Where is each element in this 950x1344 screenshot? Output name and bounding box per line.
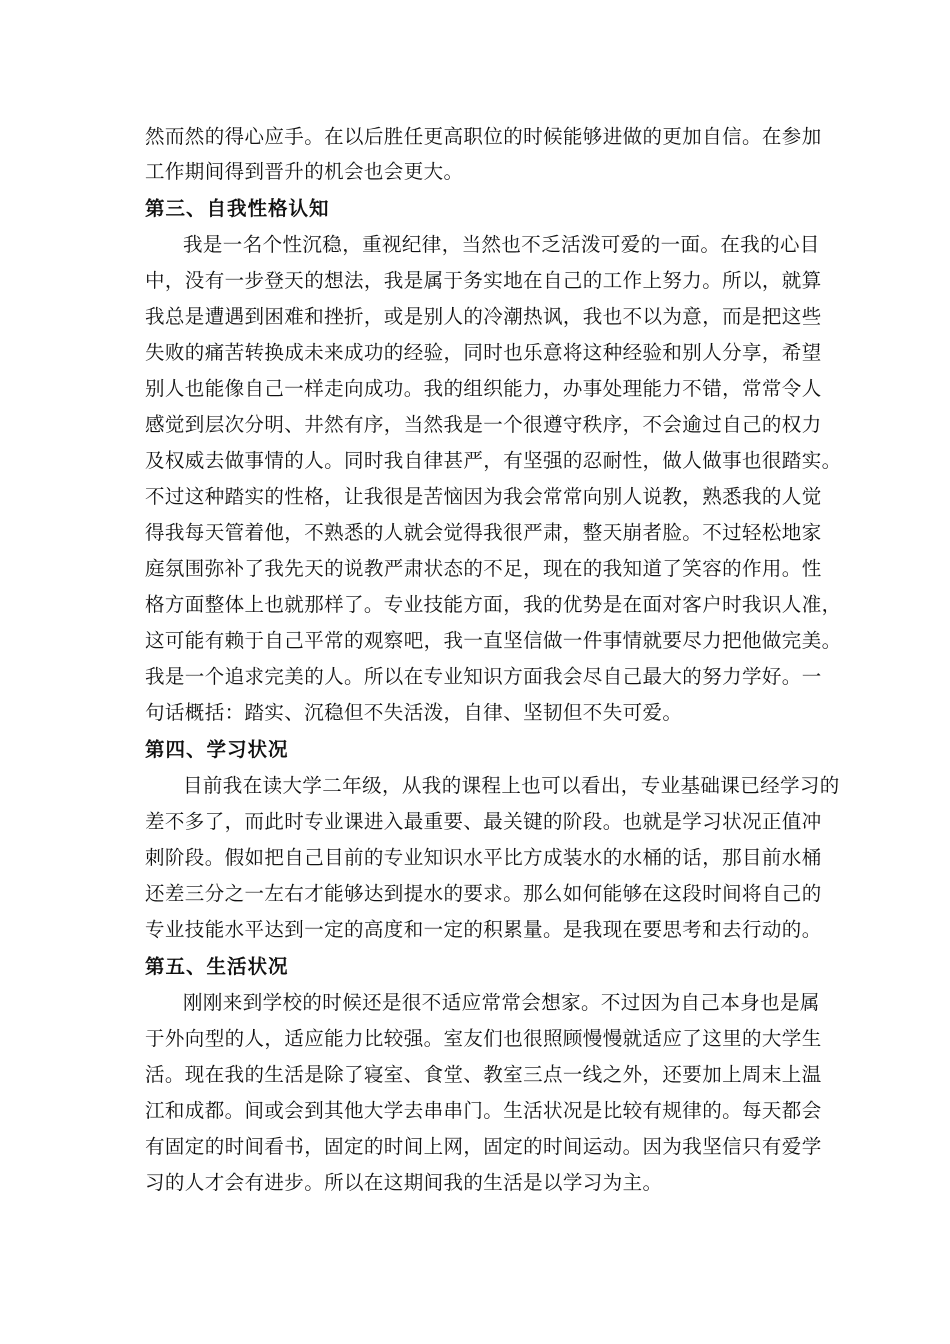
paragraph-line: 中，没有一步登天的想法，我是属于务实地在自己的工作上努力。所以，就算	[145, 269, 822, 292]
paragraph-line: 目前我在读大学二年级，从我的课程上也可以看出，专业基础课已经学习的	[183, 774, 840, 797]
section-heading-4: 第四、学习状况	[145, 738, 289, 761]
paragraph-line: 江和成都。间或会到其他大学去串串门。生活状况是比较有规律的。每天都会	[145, 1099, 822, 1122]
paragraph-line: 刚刚来到学校的时候还是很不适应常常会想家。不过因为自己本身也是属	[183, 991, 820, 1014]
paragraph-line: 我是一名个性沉稳，重视纪律，当然也不乏活泼可爱的一面。在我的心目	[183, 233, 820, 256]
section-heading-5: 第五、生活状况	[145, 955, 289, 978]
paragraph-line: 失败的痛苦转换成未来成功的经验，同时也乐意将这种经验和别人分享，希望	[145, 341, 822, 364]
paragraph-line: 不过这种踏实的性格，让我很是苦恼因为我会常常向别人说教，熟悉我的人觉	[145, 485, 822, 508]
paragraph-line: 还差三分之一左右才能够达到提水的要求。那么如何能够在这段时间将自己的	[145, 882, 822, 905]
paragraph-line: 及权威去做事情的人。同时我自律甚严，有坚强的忍耐性，做人做事也很踏实。	[145, 449, 842, 472]
paragraph-line: 别人也能像自己一样走向成功。我的组织能力，办事处理能力不错，常常令人	[145, 377, 822, 400]
paragraph-line: 感觉到层次分明、井然有序，当然我是一个很遵守秩序，不会逾过自己的权力	[145, 413, 822, 436]
paragraph-line: 刺阶段。假如把自己目前的专业知识水平比方成装水的水桶的话，那目前水桶	[145, 846, 822, 869]
paragraph-line: 庭氛围弥补了我先天的说教严肃状态的不足，现在的我知道了笑容的作用。性	[145, 557, 822, 580]
paragraph-line: 工作期间得到晋升的机会也会更大。	[145, 160, 464, 183]
paragraph-line: 专业技能水平达到一定的高度和一定的积累量。是我现在要思考和去行动的。	[145, 918, 822, 941]
paragraph-line: 有固定的时间看书，固定的时间上网，固定的时间运动。因为我坚信只有爱学	[145, 1135, 822, 1158]
paragraph-line: 于外向型的人，适应能力比较强。室友们也很照顾慢慢就适应了这里的大学生	[145, 1027, 822, 1050]
paragraph-line: 我总是遭遇到困难和挫折，或是别人的冷潮热讽，我也不以为意，而是把这些	[145, 305, 822, 328]
paragraph-line: 然而然的得心应手。在以后胜任更高职位的时候能够进做的更加自信。在参加	[145, 125, 822, 148]
paragraph-line: 习的人才会有进步。所以在这期间我的生活是以学习为主。	[145, 1171, 663, 1194]
paragraph-line: 活。现在我的生活是除了寝室、食堂、教室三点一线之外，还要加上周末上温	[145, 1063, 822, 1086]
section-heading-3: 第三、自我性格认知	[145, 197, 330, 220]
paragraph-line: 得我每天管着他，不熟悉的人就会觉得我很严肃，整天崩者脸。不过轻松地家	[145, 521, 822, 544]
paragraph-line: 差不多了，而此时专业课进入最重要、最关键的阶段。也就是学习状况正值冲	[145, 810, 822, 833]
paragraph-line: 这可能有赖于自己平常的观察吧，我一直坚信做一件事情就要尽力把他做完美。	[145, 629, 842, 652]
paragraph-line: 句话概括：踏实、沉稳但不失活泼，自律、坚韧但不失可爱。	[145, 701, 683, 724]
paragraph-line: 我是一个追求完美的人。所以在专业知识方面我会尽自己最大的努力学好。一	[145, 665, 822, 688]
paragraph-line: 格方面整体上也就那样了。专业技能方面，我的优势是在面对客户时我识人准，	[145, 593, 842, 616]
